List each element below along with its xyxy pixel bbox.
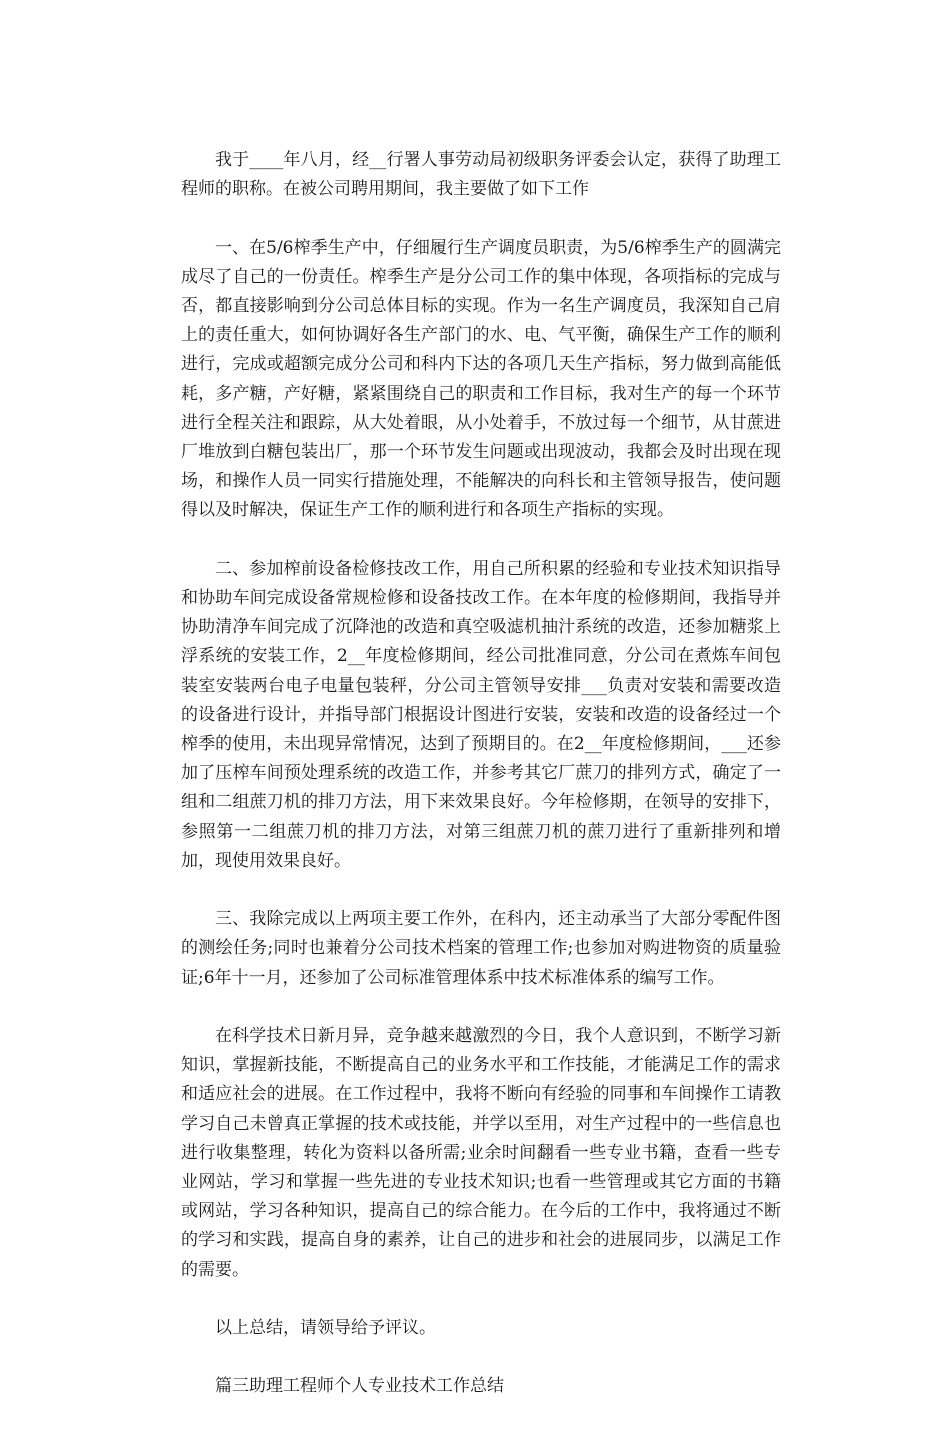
paragraph-section-three: 三、我除完成以上两项主要工作外，在科内，还主动承当了大部分零配件图的测绘任务;同时也兼着分公司技术档案的管理工作;也参加对购进物资的质量验证;6年十一月，还参加了公司标准管理体系中技术标准体系的编写工作。: [181, 909, 781, 988]
paragraph-section-one: 一、在5/6榨季生产中，仔细履行生产调度员职责，为5/6榨季生产的圆满完成尽了自己的一份责任。榨季生产是分公司工作的集中体现，各项指标的完成与否，都直接影响到分公司总体目标的实现。作为一名生产调度员，我深知自己肩上的责任重大，如何协调好各生产部门的水、电、气平衡，确保生产工作的顺利进行，完成或超额完成分公司和科内下达的各项几天生产指标，努力做到高能低耗，多产糖，产好糖，紧紧围绕自己的职责和工作目标，我对生产的每一个环节进行全程关注和跟踪，从大处着眼，从小处着手，不放过每一个细节，从甘蔗进厂堆放到白糖包装出厂，那一个环节发生问题或出现波动，我都会及时出现在现场，和操作人员一同实行措施处理，不能解决的向科长和主管领导报告，使问题得以及时解决，保证生产工作的顺利进行和各项生产指标的实现。: [181, 237, 781, 521]
paragraph-intro: 我于____年八月，经__行署人事劳动局初级职务评委会认定，获得了助理工程师的职称。在被公司聘用期间，我主要做了如下工作: [181, 150, 781, 200]
paragraph-section-two: 二、参加榨前设备检修技改工作，用自己所积累的经验和专业技术知识指导和协助车间完成设备常规检修和设备技改工作。在本年度的检修期间，我指导并协助清净车间完成了沉降池的改造和真空吸滤机抽汁系统的改造，还参加糖浆上浮系统的安装工作，2__年度检修期间，经公司批准同意，分公司在煮炼车间包装室安装两台电子电量包装秤，分公司主管领导安排___负责对安装和需要改造的设备进行设计，并指导部门根据设计图进行安装，安装和改造的设备经过一个榨季的使用，未出现异常情况，达到了预期目的。在2__年度检修期间，___还参加了压榨车间预处理系统的改造工作，并参考其它厂蔗刀的排列方式，确定了一组和二组蔗刀机的排刀方法，用下来效果良好。今年检修期，在领导的安排下，参照第一二组蔗刀机的排刀方法，对第三组蔗刀机的蔗刀进行了重新排列和增加，现使用效果良好。: [181, 558, 781, 871]
document-body: [181, 146, 781, 1431]
paragraph-next-title: 篇三助理工程师个人专业技术工作总结: [215, 1376, 504, 1397]
paragraph-learning: 在科学技术日新月异，竞争越来越激烈的今日，我个人意识到，不断学习新知识，掌握新技能，不断提高自己的业务水平和工作技能，才能满足工作的需求和适应社会的进展。在工作过程中，我将不断向有经验的同事和车间操作工请教学习自己未曾真正掌握的技术或技能，并学以至用，对生产过程中的一些信息也进行收集整理，转化为资料以备所需;业余时间翻看一些专业书籍，查看一些专业网站，学习和掌握一些先进的专业技术知识;也看一些管理或其它方面的书籍或网站，学习各种知识，提高自己的综合能力。在今后的工作中，我将通过不断的学习和实践，提高自身的素养，让自己的进步和社会的进展同步，以满足工作的需要。: [181, 1026, 781, 1280]
paragraph-closing: 以上总结，请领导给予评议。: [215, 1318, 436, 1339]
